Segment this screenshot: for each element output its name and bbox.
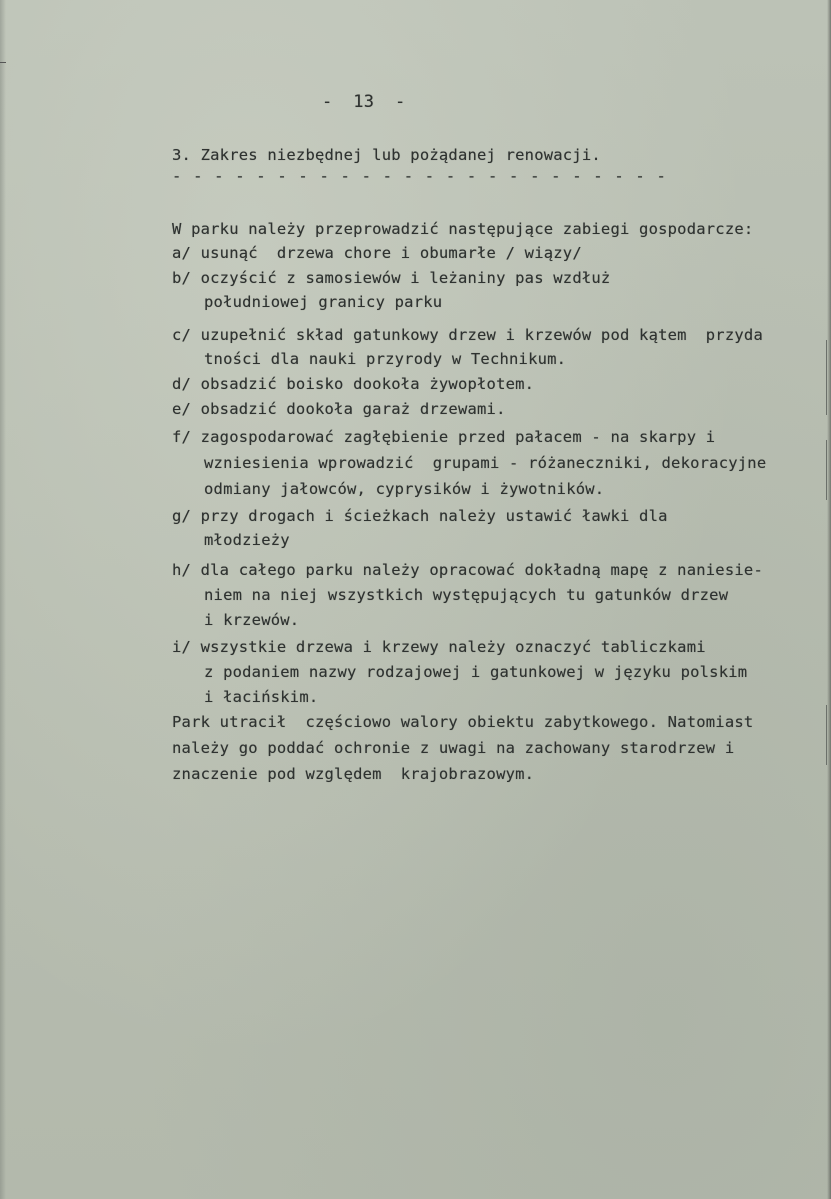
list-item-f: f/ zagospodarować zagłębienie przed pałacem - na skarpy i xyxy=(172,428,716,446)
page-number: - 13 - xyxy=(322,92,406,112)
list-item-h: h/ dla całego parku należy opracować dokładną mapę z naniesie- xyxy=(172,561,763,579)
body-line: W parku należy przeprowadzić następujące zabiegi gospodarcze: xyxy=(172,220,754,238)
list-item-d: d/ obsadzić boisko dookoła żywopłotem. xyxy=(172,375,535,393)
closing-paragraph-line: należy go poddać ochronie z uwagi na zachowany starodrzew i xyxy=(172,739,735,757)
list-item-e: e/ obsadzić dookoła garaż drzewami. xyxy=(172,400,506,418)
list-item-g: g/ przy drogach i ścieżkach należy ustawić ławki dla xyxy=(172,507,668,525)
closing-paragraph-line: Park utracił częściowo walory obiektu zabytkowego. Natomiast xyxy=(172,713,754,731)
list-item-b-continued: południowej granicy parku xyxy=(204,293,443,311)
list-item-h-continued: niem na niej wszystkich występujących tu gatunków drzew xyxy=(204,586,729,604)
list-item-c-continued: tności dla nauki przyrody w Technikum. xyxy=(204,350,567,368)
list-item-g-continued: młodzieży xyxy=(204,531,290,549)
paper-edge-right xyxy=(827,0,831,1199)
heading-underline: - - - - - - - - - - - - - - - - - - - - - - - - xyxy=(172,167,667,185)
paper-edge-left xyxy=(0,0,6,1199)
section-heading: 3. Zakres niezbędnej lub pożądanej renowacji. xyxy=(172,146,601,164)
margin-mark xyxy=(0,62,6,63)
list-item-i-continued: z podaniem nazwy rodzajowej i gatunkowej w języku polskim xyxy=(204,663,748,681)
list-item-f-continued: odmiany jałowców, cyprysików i żywotników. xyxy=(204,480,605,498)
right-margin-mark xyxy=(826,705,827,765)
list-item-f-continued: wzniesienia wprowadzić grupami - różaneczniki, dekoracyjne xyxy=(204,454,767,472)
list-item-c: c/ uzupełnić skład gatunkowy drzew i krzewów pod kątem przyda xyxy=(172,326,763,344)
list-item-h-continued: i krzewów. xyxy=(204,611,300,629)
closing-paragraph-line: znaczenie pod względem krajobrazowym. xyxy=(172,765,535,783)
list-item-b: b/ oczyścić z samosiewów i leżaniny pas wzdłuż xyxy=(172,269,611,287)
list-item-a: a/ usunąć drzewa chore i obumarłe / wiązy/ xyxy=(172,244,582,262)
list-item-i: i/ wszystkie drzewa i krzewy należy oznaczyć tabliczkami xyxy=(172,638,706,656)
right-margin-mark xyxy=(826,440,827,500)
right-margin-mark xyxy=(826,340,827,415)
list-item-i-continued: i łacińskim. xyxy=(204,688,319,706)
